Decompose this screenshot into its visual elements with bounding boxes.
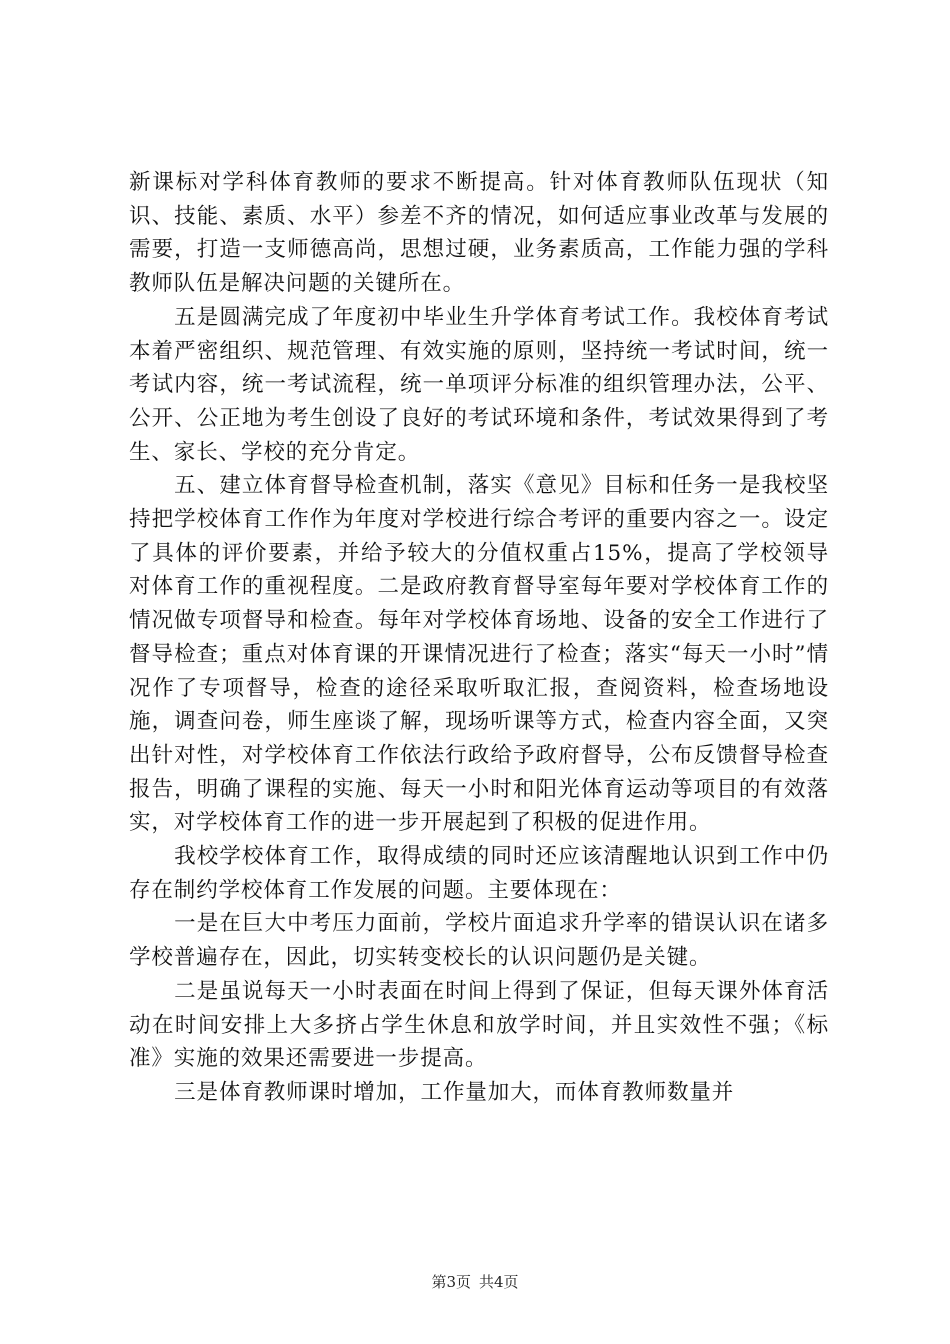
paragraph: 我校学校体育工作，取得成绩的同时还应该清醒地认识到工作中仍存在制约学校体育工作发展的问题。主要体现在： <box>129 844 829 903</box>
paragraph: 三是体育教师课时增加，工作量加大，而体育教师数量并 <box>174 1079 735 1105</box>
paragraph: 五是圆满完成了年度初中毕业生升学体育考试工作。我校体育考试本着严密组织、规范管理、有效实施的原则，坚持统一考试时间，统一考试内容，统一考试流程，统一单项评分标准的组织管理办法，公平、公开、公正地为考生创设了良好的考试环境和条件，考试效果得到了考生、家长、学校的充分肯定。 <box>129 304 829 465</box>
paragraph: 二是虽说每天一小时表面在时间上得到了保证，但每天课外体育活动在时间安排上大多挤占学生休息和放学时间，并且实效性不强；《标准》实施的效果还需要进一步提高。 <box>129 978 829 1072</box>
page-number: 第3页 <box>431 1273 471 1291</box>
page-total: 共4页 <box>479 1273 519 1291</box>
paragraph: 新课标对学科体育教师的要求不断提高。针对体育教师队伍现状（知识、技能、素质、水平）参差不齐的情况，如何适应事业改革与发展的需要，打造一支师德高尚，思想过硬，业务素质高，工作能力强的学科教师队伍是解决问题的关键所在。 <box>129 170 829 297</box>
document-body <box>129 166 829 1110</box>
page-footer <box>0 1272 950 1292</box>
paragraph: 五、建立体育督导检查机制，落实《意见》目标和任务一是我校坚持把学校体育工作作为年度对学校进行综合考评的重要内容之一。设定了具体的评价要素，并给予较大的分值权重占15%，提高了学校领导对体育工作的重视程度。二是政府教育督导室每年要对学校体育工作的情况做专项督导和检查。每年对学校体育场地、设备的安全工作进行了督导检查；重点对体育课的开课情况进行了检查；落实“每天一小时”情况作了专项督导，检查的途径采取听取汇报，查阅资料，检查场地设施，调查问卷，师生座谈了解，现场听课等方式，检查内容全面，又突出针对性，对学校体育工作依法行政给予政府督导，公布反馈督导检查报告，明确了课程的实施、每天一小时和阳光体育运动等项目的有效落实，对学校体育工作的进一步开展起到了积极的促进作用。 <box>129 473 829 836</box>
paragraph: 一是在巨大中考压力面前，学校片面追求升学率的错误认识在诸多学校普遍存在，因此，切实转变校长的认识问题仍是关键。 <box>129 911 829 971</box>
